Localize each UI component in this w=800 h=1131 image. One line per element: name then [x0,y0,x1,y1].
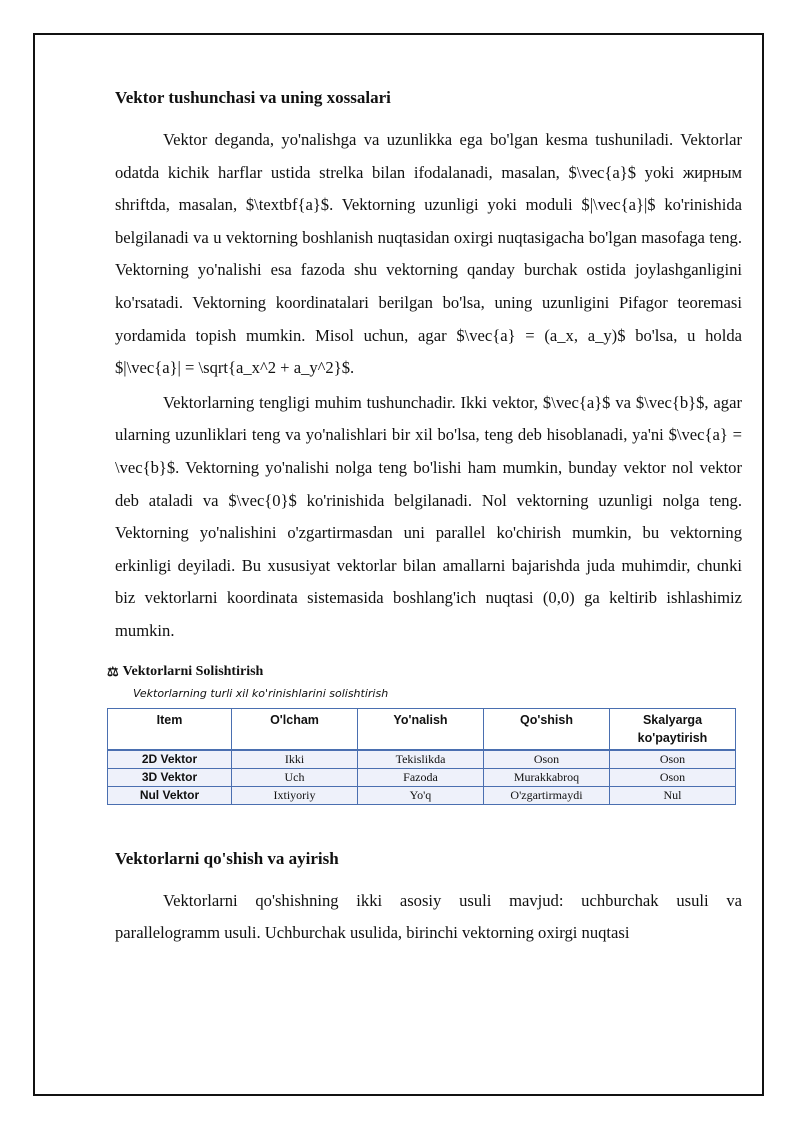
table-cell: 3D Vektor [108,768,232,786]
table-cell: Nul Vektor [108,786,232,804]
table-cell: Nul [610,786,736,804]
vector-comparison-table [107,708,736,805]
table-cell: Tekislikda [358,750,484,769]
column-header: Yo'nalish [358,708,484,750]
column-header: Qo'shish [484,708,610,750]
table-title-text: Vektorlarni Solishtirish [122,663,264,679]
table-title [107,662,742,682]
table-cell: Yo'q [358,786,484,804]
paragraph-vector-definition: Vektor deganda, yo'nalishga va uzunlikka ega bo'lgan kesma tushuniladi. Vektorlar odatda kichik harflar ustida strelka bilan ifodalanadi, masalan, $\vec{a}$ yoki жирным shriftda, masalan, $\textbf{a}$. Vektorning uzunligi yoki moduli $|\vec{a}|$ ko'rinishida belgilanadi va u vektorning boshlanish nuqtasidan oxirgi nuqtasigacha bo'lgan masofaga teng. Vektorning yo'nalishi esa fazoda shu vektorning qanday burchak ostida joylashganligini ko'rsatadi. Vektorning koordinatalari berilgan bo'lsa, uning uzunligini Pifagor teoremasi yordamida topish mumkin. Misol uchun, agar $\vec{a} = (a_x, a_y)$ bo'lsa, u holda $|\vec{a}| = \sqrt{a_x^2 + a_y^2}$. [115,130,742,378]
table-row [108,750,736,769]
balance-scale-icon: ⚖ [107,663,119,679]
table-header-row [108,708,736,750]
column-header: O'lcham [232,708,358,750]
table-caption: Vektorlarning turli xil ko'rinishlarini solishtirish [133,686,389,700]
paragraph-vector-addition: Vektorlarni qo'shishning ikki asosiy usuli mavjud: uchburchak usuli va parallelogramm usuli. Uchburchak usulida, birinchi vektorning oxirgi nuqtasi [115,890,742,943]
table-cell: Oson [610,750,736,769]
table-cell: Fazoda [358,768,484,786]
section-heading-vector-addition: Vektorlarni qo'shish va ayirish [115,848,339,868]
comparison-table-block [107,662,742,805]
table-cell: Uch [232,768,358,786]
section-heading-vector-concept: Vektor tushunchasi va uning xossalari [115,88,391,107]
table-cell: Ixtiyoriy [232,786,358,804]
table-row [108,768,736,786]
table-cell: 2D Vektor [108,750,232,769]
table-cell: O'zgartirmaydi [484,786,610,804]
table-row [108,786,736,804]
paragraph-vector-equality: Vektorlarning tengligi muhim tushunchadir. Ikki vektor, $\vec{a}$ va $\vec{b}$, agar ularning uzunliklari teng va yo'nalishlari bir xil bo'lsa, teng deb hisoblanadi, ya'ni $\vec{a} = \vec{b}$. Vektorning yo'nalishi nolga teng bo'lishi ham mumkin, bunday vektor nol vektor deb ataladi va $\vec{0}$ ko'rinishida belgilanadi. Nol vektorning uzunligi nolga teng. Vektorning yo'nalishini o'zgartirmasdan uni parallel ko'chirish mumkin, bu vektorning erkinligi deyiladi. Bu xususiyat vektorlar bilan amallarni bajarishda juda muhimdir, chunki biz vektorlarni koordinata sistemasida boshlang'ich nuqtasi (0,0) ga keltirib ishlashimiz mumkin. [115,392,742,640]
table-cell: Ikki [232,750,358,769]
table-cell: Murakkabroq [484,768,610,786]
table-cell: Oson [610,768,736,786]
table-cell: Oson [484,750,610,769]
column-header: Item [108,708,232,750]
column-header: Skalyarga ko'paytirish [610,708,736,750]
document-body [107,86,742,950]
